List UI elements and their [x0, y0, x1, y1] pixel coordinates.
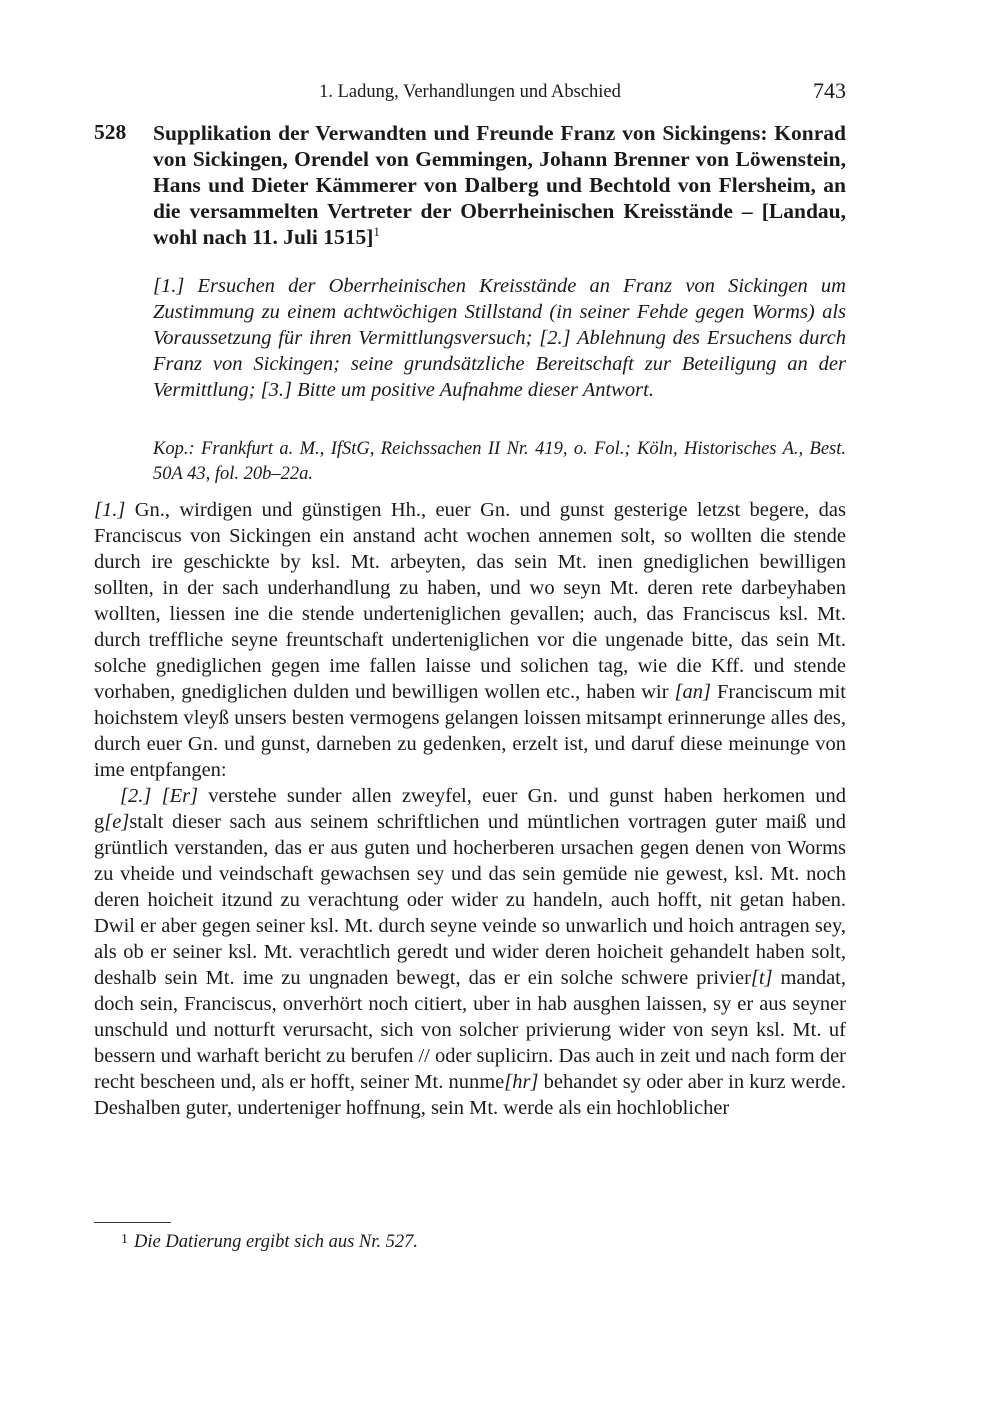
paragraph-text: behandet sy oder aber in kurz werde. Deshalben guter, underteniger hoffnung, sein Mt. werde als ein hochloblicher [94, 1071, 846, 1119]
page-header [94, 78, 846, 108]
editorial-insertion: [e] [104, 811, 130, 833]
body-text [94, 497, 846, 1121]
document-number: 528 [94, 120, 127, 144]
document-title [153, 120, 846, 250]
document-title-text: Supplikation der Verwandten und Freunde Franz von Sickingens: Konrad von Sickingen, Orendel von Gemmingen, Johann Brenner von Löwenstein, Hans und Dieter Kämmerer von Dalberg und Bechtold von Flersheim, an die versammelten Vertreter der Oberrheinischen Kreisstände – [Landau, wohl nach 11. Juli 1515] [153, 121, 846, 249]
footnote-reference: 1 [373, 224, 380, 239]
footnote-text: Die Datierung ergibt sich aus Nr. 527. [134, 1232, 419, 1252]
editorial-insertion: [an] [674, 681, 712, 703]
page-number: 743 [813, 78, 846, 103]
editorial-insertion: [hr] [504, 1071, 539, 1093]
paragraph-text: verstehe sunder allen zweyfel, euer Gn. und gunst haben herkomen und g [94, 785, 846, 833]
regest: [1.] Ersuchen der Oberrheinischen Kreisstände an Franz von Sickingen um Zustimmung zu einem achtwöchigen Stillstand (in seiner Fehde gegen Worms) als Voraussetzung für ihren Vermittlungsversuch; [2.] Ablehnung des Ersuchens durch Franz von Sickingen; seine grundsätzliche Bereitschaft zur Beteiligung an der Vermittlung; [3.] Bitte um positive Aufnahme dieser Antwort. [153, 275, 846, 401]
section-mark: [1.] [94, 499, 126, 521]
running-head: 1. Ladung, Verhandlungen und Abschied [319, 82, 621, 102]
paragraph-2 [94, 783, 846, 1121]
editorial-insertion: [t] [750, 967, 773, 989]
footnote-number: 1 [121, 1232, 128, 1247]
source-note: Kop.: Frankfurt a. M., IfStG, Reichssachen II Nr. 419, o. Fol.; Köln, Historisches A., Best. 50A 43, fol. 20b–22a. [153, 439, 846, 484]
paragraph-text: stalt dieser sach aus seinem schriftlichen und müntlichen vortragen guter maiß und grüntlich verstanden, das er aus guten und hocherberen ursachen gegen denen von Worms zu vheide und veindschaft gewachsen sey und das sein gemüde nie gewest, ksl. Mt. noch deren hoicheit itzund zu verachtung oder wider zu handeln, auch hofft, nit getan haben. Dwil er aber gegen seiner ksl. Mt. durch seyne veinde so unwarlich und hoich antragen sey, als ob er seiner ksl. Mt. verachtlich geredt und wider deren hoicheit gehandelt haben solt, deshalb sein Mt. ime zu ungnaden bewegt, das er ein solche schwere privier [94, 811, 846, 989]
section-mark: [2.] [Er] [120, 785, 199, 807]
paragraph-text: mandat, doch sein, Franciscus, onverhört noch citiert, uber in hab ausghen laissen, sy er aus seyner unschuld und notturft verursacht, sich von solcher privierung wider von seyn ksl. Mt. uf bessern und warhaft bericht zu berufen // oder suplicirn. Das auch in zeit und nach form der recht bescheen und, als er hofft, seiner Mt. nunme [94, 967, 846, 1093]
footnote-rule [94, 1222, 171, 1223]
paragraph-text: Gn., wirdigen und günstigen Hh., euer Gn. und gunst gesterige letzst begere, das Franciscus von Sickingen ein anstand acht wochen annemen solt, so wollten die stende durch ire geschickte by ksl. Mt. arbeyten, das sein Mt. inen gnediglichen bewilligen sollten, in der sach underhandlung zu haben, und wo seyn Mt. deren rete darbeyhaben wollten, liessen ine die stende underteniglichen gevallen; auch, das Franciscus ksl. Mt. durch treffliche seyne freuntschaft underteniglichen vor die ungenade bitte, das sein Mt. solche gnediglichen gegen ime fallen laisse und solichen tag, wie die Kff. und stende vorhaben, gnediglichen dulden und bewilligen wollen etc., haben wir [94, 499, 846, 703]
paragraph-1 [94, 497, 846, 783]
footnote [121, 1227, 418, 1255]
paragraph-text: Franciscum mit hoichstem vleyß unsers besten vermogens gelangen loissen mitsampt erinnerunge alles des, durch euer Gn. und gunst, darneben zu gedenken, erzelt ist, und daruf diese meinunge von ime entpfangen: [94, 681, 847, 781]
